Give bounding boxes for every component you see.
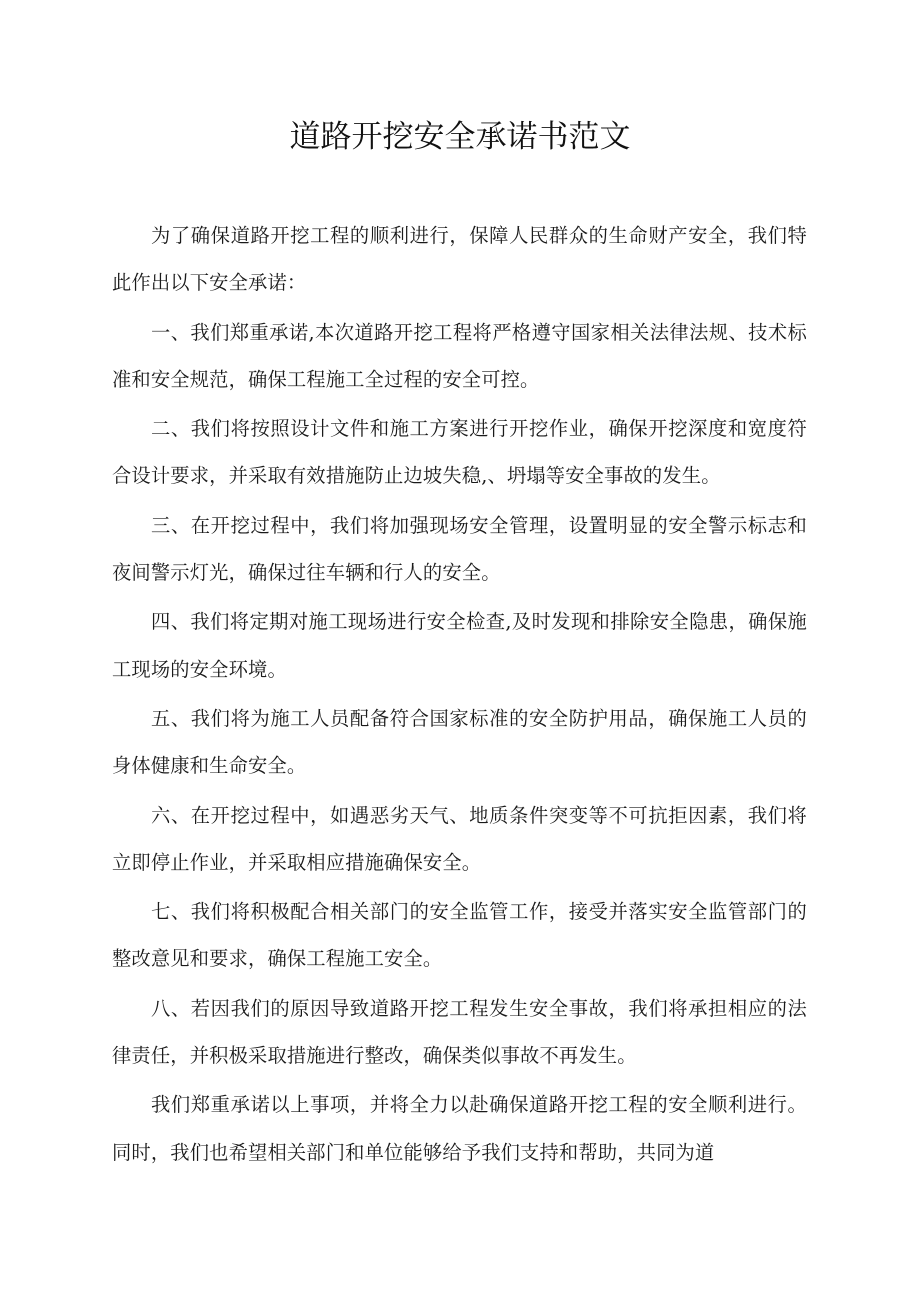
paragraph-closing: 我们郑重承诺以上事项，并将全力以赴确保道路开挖工程的安全顺利进行。同时，我们也希望相关部门和单位能够给予我们支持和帮助，共同为道 [112, 1093, 807, 1164]
paragraph-item-7: 七、我们将积极配合相关部门的安全监管工作，接受并落实安全监管部门的整改意见和要求，确保工程施工安全。 [112, 900, 807, 971]
paragraph-item-2: 二、我们将按照设计文件和施工方案进行开挖作业，确保开挖深度和宽度符合设计要求，并采取有效措施防止边坡失稳,、坍塌等安全事故的发生。 [112, 417, 807, 488]
paragraph-intro: 为了确保道路开挖工程的顺利进行，保障人民群众的生命财产安全，我们特此作出以下安全承诺： [112, 224, 807, 295]
document-title: 道路开挖安全承诺书范文 [289, 119, 631, 155]
document-body [112, 212, 807, 1178]
paragraph-item-1: 一、我们郑重承诺,本次道路开挖工程将严格遵守国家相关法律法规、技术标准和安全规范，确保工程施工全过程的安全可控。 [112, 320, 807, 391]
paragraph-item-6: 六、在开挖过程中，如遇恶劣天气、地质条件突变等不可抗拒因素，我们将立即停止作业，并采取相应措施确保安全。 [112, 803, 807, 874]
paragraph-item-8: 八、若因我们的原因导致道路开挖工程发生安全事故，我们将承担相应的法律责任，并积极采取措施进行整改，确保类似事故不再发生。 [112, 996, 807, 1068]
paragraph-item-5: 五、我们将为施工人员配备符合国家标准的安全防护用品，确保施工人员的身体健康和生命安全。 [112, 706, 807, 778]
paragraph-item-3: 三、在开挖过程中，我们将加强现场安全管理，设置明显的安全警示标志和夜间警示灯光，确保过往车辆和行人的安全。 [112, 513, 807, 585]
paragraph-item-4: 四、我们将定期对施工现场进行安全检查,及时发现和排除安全隐患，确保施工现场的安全环境。 [112, 610, 807, 681]
